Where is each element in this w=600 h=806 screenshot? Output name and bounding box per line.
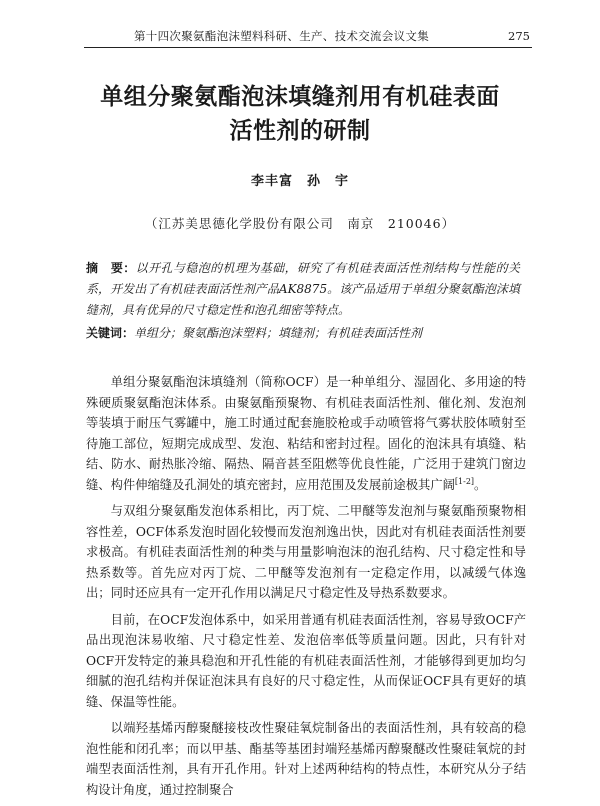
body-paragraph-4: 以端羟基烯丙醇聚醚接枝改性聚硅氧烷制备出的表面活性剂，具有较高的稳泡性能和闭孔率；而以甲基、酯基等基团封端羟基烯丙醇聚醚改性聚硅氧烷的封端型表面活性剂，具有开孔作用。针对上述两种结构的特点性，本研究从分子结构设计角度，通过控制聚合 <box>86 721 526 797</box>
paragraph-1-text: 单组分聚氨酯泡沫填缝剂（简称OCF）是一种单组分、湿固化、多用途的特殊硬质聚氨酯泡沫体系。由聚氨酯预聚物、有机硅表面活性剂、催化剂、发泡剂等装填于耐压气雾罐中，施工时通过配套施胶枪或手动喷管将气雾状胶体喷射至待施工部位，短期完成成型、发泡、粘结和密封过程。固化的泡沫具有填缝、粘结、防水、耐热胀冷缩、隔热、隔音甚至阻燃等优良性能，广泛用于建筑门窗边缝、构件伸缩缝及孔洞处的填充密封，应用范围及发展前途极其广阔 <box>86 375 526 492</box>
body-paragraph-1 <box>86 372 526 495</box>
running-title: 第十四次聚氨酯泡沫塑料科研、生产、技术交流会议文集 <box>134 29 429 43</box>
body-text <box>86 372 526 806</box>
abstract <box>86 258 520 321</box>
authors: 李丰富 孙 宇 <box>250 174 349 189</box>
affiliation: （江苏美思德化学股份有限公司 南京 210046） <box>144 216 456 231</box>
body-paragraph-2: 与双组分聚氨酯发泡体系相比，丙丁烷、二甲醚等发泡剂与聚氨酯预聚物相容性差，OCF体系发泡时固化较慢而发泡剂逸出快，因此对有机硅表面活性剂要求极高。有机硅表面活性剂的种类与用量影响泡沫的泡孔结构、尺寸稳定性和导热系数等。首先应对丙丁烷、二甲醚等发泡剂有一定稳定作用，以减缓气体逸出；同时还应具有一定开孔作用以满足尺寸稳定性及导热系数要求。 <box>86 504 526 600</box>
page-number: 275 <box>508 29 530 43</box>
abstract-label: 摘 要： <box>86 261 136 275</box>
citation-ref: [1-2] <box>454 476 475 486</box>
abstract-text: 以开孔与稳泡的机理为基础，研究了有机硅表面活性剂结构与性能的关系，开发出了有机硅表面活性剂产品AK8875。该产品适用于单组分聚氨酯泡沫填缝剂，具有优异的尺寸稳定性和泡孔细密等特点。 <box>86 261 520 317</box>
running-header <box>84 27 532 48</box>
title-line-2: 活性剂的研制 <box>229 118 371 144</box>
title-line-1: 单组分聚氨酯泡沫填缝剂用有机硅表面 <box>100 84 500 110</box>
body-paragraph-3: 目前，在OCF发泡体系中，如采用普通有机硅表面活性剂，容易导致OCF产品出现泡沫易收缩、尺寸稳定性差、发泡倍率低等质量问题。因此，只有针对OCF开发特定的兼具稳泡和开孔性能的有机硅表面活性剂，才能够得到更加均匀细腻的泡孔结构并保证泡沫具有良好的尺寸稳定性，从而保证OCF具有更好的填缝、保温等性能。 <box>86 612 526 709</box>
keywords-text: 单组分；聚氨酯泡沫塑料；填缝剂；有机硅表面活性剂 <box>134 326 423 340</box>
keywords-label: 关键词： <box>86 326 135 340</box>
paragraph-1-end: 。 <box>474 477 487 492</box>
keywords <box>86 323 520 344</box>
paper-title <box>60 80 540 148</box>
